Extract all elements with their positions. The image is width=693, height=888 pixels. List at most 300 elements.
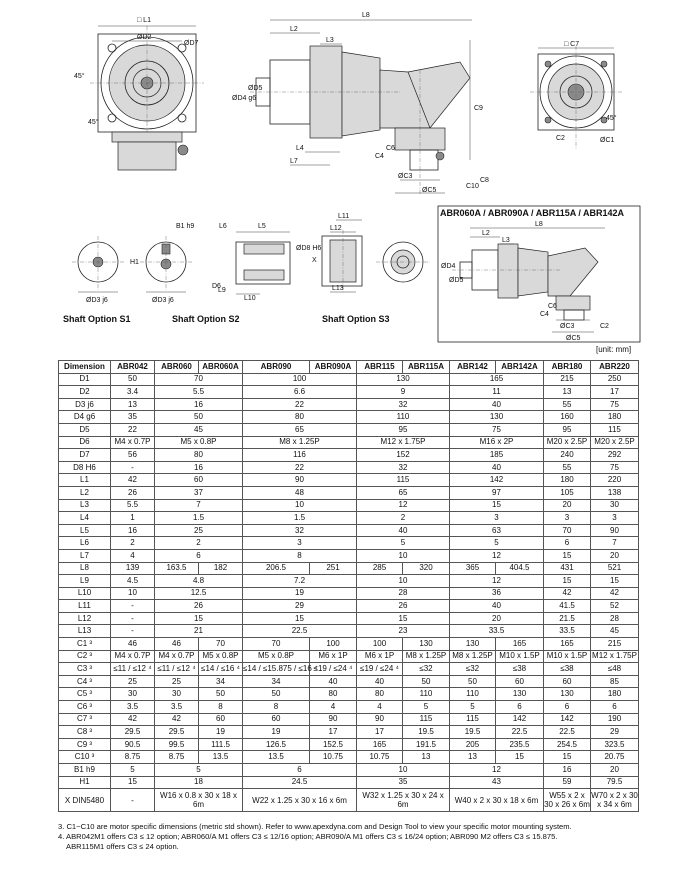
table-cell: 7	[155, 499, 243, 512]
table-cell: 3	[450, 512, 544, 525]
table-cell: ≤48	[591, 663, 639, 676]
table-cell: ≤32	[403, 663, 450, 676]
table-cell: 40	[357, 524, 450, 537]
caption-s2: Shaft Option S2	[172, 314, 240, 324]
table-cell: 13.5	[199, 751, 243, 764]
side-view	[232, 12, 489, 195]
table-cell: 100	[243, 373, 357, 386]
dimension-label: C5 ³	[59, 688, 111, 701]
table-cell: 40	[450, 600, 544, 613]
table-cell: 180	[591, 411, 639, 424]
table-cell: 15	[243, 612, 357, 625]
table-cell: 19.5	[450, 726, 496, 739]
table-cell: 29.5	[111, 726, 155, 739]
table-cell: 185	[450, 449, 544, 462]
table-cell: 28	[357, 587, 450, 600]
table-row	[59, 638, 639, 651]
table-cell: 163.5	[155, 562, 199, 575]
table-cell: M20 x 2.5P	[544, 436, 591, 449]
table-cell: 35	[357, 776, 450, 789]
drawing-label: L13	[332, 285, 344, 292]
table-cell: 4	[357, 701, 403, 714]
drawing-label: □ C7	[564, 41, 580, 48]
table-cell: 26	[111, 486, 155, 499]
table-cell: 10	[243, 499, 357, 512]
drawing-label: H1	[130, 259, 139, 266]
table-cell: 79.5	[591, 776, 639, 789]
table-cell: -	[111, 789, 155, 812]
table-cell: -	[111, 625, 155, 638]
dimension-label: C7 ³	[59, 713, 111, 726]
table-cell: 404.5	[496, 562, 544, 575]
table-cell: W70 x 2 x 30 x 34 x 6m	[591, 789, 639, 812]
table-cell: ≤19 / ≤24 ⁴	[310, 663, 357, 676]
table-cell: 10	[111, 587, 155, 600]
table-cell: 43	[450, 776, 544, 789]
table-cell: 191.5	[403, 738, 450, 751]
table-cell: 32	[243, 524, 357, 537]
table-row	[59, 537, 639, 550]
table-cell: 10	[357, 764, 450, 777]
table-cell: 85	[591, 675, 639, 688]
header-model: ABR042	[111, 361, 155, 374]
dimension-label: D5	[59, 423, 111, 436]
table-cell: 6.6	[243, 386, 357, 399]
table-cell: 130	[496, 688, 544, 701]
table-cell: 126.5	[243, 738, 310, 751]
table-cell: 23	[357, 625, 450, 638]
table-cell: 40	[450, 398, 544, 411]
table-cell: 10	[357, 575, 450, 588]
table-cell: 20	[544, 499, 591, 512]
table-cell: 46	[111, 638, 155, 651]
drawing-label: ØD5	[449, 277, 464, 284]
drawing-label: L7	[290, 158, 298, 165]
dimension-table	[58, 360, 639, 812]
table-cell: 1.5	[155, 512, 243, 525]
table-cell: 95	[544, 423, 591, 436]
table-cell: 5	[155, 764, 243, 777]
dimension-label: L7	[59, 549, 111, 562]
drawing-label: ØC1	[600, 137, 615, 144]
table-cell: 50	[450, 675, 496, 688]
table-row	[59, 587, 639, 600]
table-cell: 45	[155, 423, 243, 436]
table-cell: 182	[199, 562, 243, 575]
drawing-label: ØC5	[566, 335, 581, 342]
table-cell: 142	[544, 713, 591, 726]
drawing-label: ØD5	[248, 85, 263, 92]
table-cell: 165	[450, 373, 544, 386]
dimension-label: L13	[59, 625, 111, 638]
shaft-option-s1	[63, 236, 131, 324]
table-cell: 55	[544, 461, 591, 474]
table-cell: 115	[450, 713, 496, 726]
table-row	[59, 449, 639, 462]
table-cell: 12	[357, 499, 450, 512]
drawing-label: 45°	[88, 119, 99, 126]
table-cell: 251	[310, 562, 357, 575]
header-model: ABR060A	[199, 361, 243, 374]
table-cell: 5.5	[111, 499, 155, 512]
table-cell: 138	[591, 486, 639, 499]
drawing-label: C6	[386, 145, 395, 152]
table-cell: M8 x 1.25P	[403, 650, 450, 663]
table-cell: 30	[111, 688, 155, 701]
table-cell: 46	[155, 638, 199, 651]
drawing-label: ØD7	[184, 40, 199, 47]
table-cell: 3.5	[155, 701, 199, 714]
table-cell: 5	[403, 701, 450, 714]
table-cell: 521	[591, 562, 639, 575]
table-cell: 20	[591, 549, 639, 562]
table-cell: 152.5	[310, 738, 357, 751]
table-row	[59, 436, 639, 449]
table-cell: 13	[544, 386, 591, 399]
note-4-continued: ABR115M1 offers C3 ≤ 24 option.	[66, 842, 179, 851]
table-cell: 22	[243, 398, 357, 411]
table-cell: 110	[450, 688, 496, 701]
table-cell: 60	[496, 675, 544, 688]
table-cell: 60	[199, 713, 243, 726]
table-cell: 34	[199, 675, 243, 688]
table-cell: 36	[450, 587, 544, 600]
table-cell: 40	[310, 675, 357, 688]
table-cell: 41.5	[544, 600, 591, 613]
table-row	[59, 461, 639, 474]
table-cell: 26	[155, 600, 243, 613]
table-cell: 5	[450, 701, 496, 714]
table-cell: 90	[243, 474, 357, 487]
table-cell: 235.5	[496, 738, 544, 751]
table-cell: 12.5	[155, 587, 243, 600]
table-cell: 165	[357, 738, 403, 751]
header-model: ABR142	[450, 361, 496, 374]
table-cell: ≤14 / ≤15.875 / ≤16 ⁴	[243, 663, 310, 676]
table-cell: 13	[111, 398, 155, 411]
shaft-option-s3	[296, 213, 430, 324]
table-cell: 15	[544, 549, 591, 562]
table-cell: 50	[111, 373, 155, 386]
table-cell: 10.75	[310, 751, 357, 764]
table-cell: 8	[243, 549, 357, 562]
table-cell: 42	[111, 713, 155, 726]
table-cell: 2	[357, 512, 450, 525]
table-cell: 90.5	[111, 738, 155, 751]
table-cell: 19.5	[403, 726, 450, 739]
table-cell: 70	[155, 373, 243, 386]
table-cell: 9	[357, 386, 450, 399]
table-cell: 37	[155, 486, 243, 499]
table-cell: 3.4	[111, 386, 155, 399]
table-cell: 3	[243, 537, 357, 550]
table-cell: 55	[544, 398, 591, 411]
table-cell: 160	[544, 411, 591, 424]
table-row	[59, 675, 639, 688]
drawing-label: 45°	[606, 115, 617, 122]
table-cell: 254.5	[544, 738, 591, 751]
table-cell: 250	[591, 373, 639, 386]
drawing-label: L12	[330, 225, 342, 232]
table-row	[59, 575, 639, 588]
table-row	[59, 398, 639, 411]
table-cell: 10	[357, 549, 450, 562]
table-cell: 90	[591, 524, 639, 537]
table-cell: M4 x 0.7P	[111, 436, 155, 449]
table-row	[59, 423, 639, 436]
dimension-label: C10 ³	[59, 751, 111, 764]
table-cell: 5	[450, 537, 544, 550]
table-cell: 22	[111, 423, 155, 436]
dimension-label: X DIN5480	[59, 789, 111, 812]
table-cell: 15	[544, 751, 591, 764]
dimension-label: C8 ³	[59, 726, 111, 739]
table-cell: 292	[591, 449, 639, 462]
table-cell: 35	[111, 411, 155, 424]
table-cell: 6	[243, 764, 357, 777]
table-row	[59, 663, 639, 676]
table-cell: 50	[243, 688, 310, 701]
table-cell: 50	[155, 411, 243, 424]
table-cell: ≤19 / ≤24 ⁴	[357, 663, 403, 676]
table-cell: ≤14 / ≤16 ⁴	[199, 663, 243, 676]
table-cell: 90	[310, 713, 357, 726]
table-cell: M5 x 0.8P	[243, 650, 310, 663]
table-cell: M16 x 2P	[450, 436, 544, 449]
table-cell: 21.5	[544, 612, 591, 625]
drawing-label: □ L1	[137, 17, 151, 24]
table-cell: 17	[591, 386, 639, 399]
table-cell: 33.5	[544, 625, 591, 638]
header-model: ABR090	[243, 361, 310, 374]
table-cell: 42	[591, 587, 639, 600]
table-cell: 56	[111, 449, 155, 462]
table-cell: 431	[544, 562, 591, 575]
table-cell: 19	[243, 587, 357, 600]
table-row	[59, 776, 639, 789]
dimension-label: L4	[59, 512, 111, 525]
header-dimension: Dimension	[59, 361, 111, 374]
table-cell: 15	[450, 499, 544, 512]
table-cell: 19	[199, 726, 243, 739]
table-cell: 75	[450, 423, 544, 436]
table-cell: 10.75	[357, 751, 403, 764]
drawing-label: L5	[258, 223, 266, 230]
table-cell: 60	[243, 713, 310, 726]
table-cell: 32	[357, 461, 450, 474]
table-cell: 15	[544, 575, 591, 588]
table-cell: 90	[357, 713, 403, 726]
table-cell: 16	[155, 461, 243, 474]
dimension-label: L10	[59, 587, 111, 600]
table-cell: 12	[450, 575, 544, 588]
table-cell: ≤11 / ≤12 ⁴	[111, 663, 155, 676]
table-cell: 1.5	[243, 512, 357, 525]
drawing-label: X	[312, 257, 317, 264]
dimension-label: C9 ³	[59, 738, 111, 751]
caption-alt-models: ABR060A / ABR090A / ABR115A / ABR142A	[440, 208, 625, 218]
table-cell: 20	[591, 764, 639, 777]
table-cell: 100	[310, 638, 357, 651]
table-cell: 139	[111, 562, 155, 575]
drawing-label: B1 h9	[176, 223, 195, 230]
table-cell: 22.5	[544, 726, 591, 739]
header-model: ABR142A	[496, 361, 544, 374]
drawing-label: C4	[540, 311, 549, 318]
drawing-label: L3	[326, 37, 334, 44]
table-cell: 25	[111, 675, 155, 688]
dimension-label: C1 ³	[59, 638, 111, 651]
drawing-label: L4	[296, 145, 304, 152]
table-cell: 42	[544, 587, 591, 600]
table-cell: 28	[591, 612, 639, 625]
table-cell: ≤38	[496, 663, 544, 676]
table-cell: 75	[591, 461, 639, 474]
table-cell: 240	[544, 449, 591, 462]
table-cell: M8 x 1.25P	[243, 436, 357, 449]
table-cell: 16	[111, 524, 155, 537]
table-cell: 45	[591, 625, 639, 638]
table-cell: 215	[544, 373, 591, 386]
table-cell: 180	[544, 474, 591, 487]
table-cell: 220	[591, 474, 639, 487]
table-cell: M4 x 0.7P	[111, 650, 155, 663]
table-cell: 40	[357, 675, 403, 688]
motor-end-view	[530, 41, 622, 150]
table-cell: M10 x 1.5P	[496, 650, 544, 663]
table-cell: W40 x 2 x 30 x 18 x 6m	[450, 789, 544, 812]
table-cell: 130	[450, 411, 544, 424]
table-cell: 130	[544, 688, 591, 701]
table-cell: ≤11 / ≤12 ⁴	[155, 663, 199, 676]
table-cell: 5	[357, 537, 450, 550]
table-cell: 15	[111, 776, 155, 789]
drawing-label: L2	[482, 230, 490, 237]
table-cell: 8	[199, 701, 243, 714]
table-cell: 8.75	[111, 751, 155, 764]
table-cell: M20 x 2.5P	[591, 436, 639, 449]
drawing-label: L9	[218, 287, 226, 294]
table-cell: 34	[243, 675, 310, 688]
table-cell: 115	[591, 423, 639, 436]
table-cell: 15	[155, 612, 243, 625]
table-cell: 33.5	[450, 625, 544, 638]
table-row	[59, 612, 639, 625]
table-cell: 13.5	[243, 751, 310, 764]
note-4: 4. ABR042M1 offers C3 ≤ 12 option; ABR060/A M1 offers C3 ≤ 12/16 option; ABR090/A M1 offers C3 ≤ 16/24 option; ABR090 M2 offers C3 ≤ 15.875.	[58, 832, 558, 841]
caption-s1: Shaft Option S1	[63, 314, 131, 324]
dimension-label: L9	[59, 575, 111, 588]
table-cell: 24.5	[243, 776, 357, 789]
table-cell: 99.5	[155, 738, 199, 751]
table-cell: ≤32	[450, 663, 496, 676]
table-cell: 142	[450, 474, 544, 487]
table-cell: M6 x 1P	[357, 650, 403, 663]
table-cell: M4 x 0.7P	[155, 650, 199, 663]
drawing-label: L10	[244, 295, 256, 302]
table-cell: 25	[155, 675, 199, 688]
table-cell: 29.5	[155, 726, 199, 739]
table-cell: 30	[591, 499, 639, 512]
dimension-label: D7	[59, 449, 111, 462]
drawing-label: L11	[338, 213, 350, 220]
table-cell: M5 x 0.8P	[155, 436, 243, 449]
table-cell: 42	[155, 713, 199, 726]
table-cell: W32 x 1.25 x 30 x 24 x 6m	[357, 789, 450, 812]
table-cell: 3	[544, 512, 591, 525]
table-cell: 105	[544, 486, 591, 499]
table-row	[59, 373, 639, 386]
dimension-label: D4 g6	[59, 411, 111, 424]
table-cell: 26	[357, 600, 450, 613]
drawing-label: ØD3 j6	[152, 297, 174, 304]
dimension-label: C4 ³	[59, 675, 111, 688]
table-cell: 285	[357, 562, 403, 575]
table-cell: 7	[591, 537, 639, 550]
table-cell: 20.75	[591, 751, 639, 764]
table-cell: 8.75	[155, 751, 199, 764]
table-cell: 63	[450, 524, 544, 537]
table-cell: -	[111, 600, 155, 613]
table-cell: 20	[450, 612, 544, 625]
table-cell: 6	[496, 701, 544, 714]
drawing-label: ØC5	[422, 187, 437, 194]
table-row	[59, 764, 639, 777]
table-cell: 50	[199, 688, 243, 701]
drawing-label: ØD4	[441, 263, 456, 270]
header-model: ABR180	[544, 361, 591, 374]
drawing-label: ØD3 j6	[86, 297, 108, 304]
table-cell: M10 x 1.5P	[544, 650, 591, 663]
table-cell: -	[111, 612, 155, 625]
table-row	[59, 789, 639, 812]
drawing-label: C2	[600, 323, 609, 330]
drawing-label: 45°	[74, 73, 85, 80]
table-cell: 22.5	[496, 726, 544, 739]
dimension-label: L1	[59, 474, 111, 487]
dimension-label: D1	[59, 373, 111, 386]
table-cell: 50	[403, 675, 450, 688]
table-cell: 19	[243, 726, 310, 739]
table-cell: M8 x 1.25P	[450, 650, 496, 663]
dimension-label: L11	[59, 600, 111, 613]
dimension-label: B1 h9	[59, 764, 111, 777]
table-cell: 323.5	[591, 738, 639, 751]
table-row	[59, 386, 639, 399]
table-cell: 80	[155, 449, 243, 462]
table-cell: 42	[111, 474, 155, 487]
table-cell: 80	[357, 688, 403, 701]
table-cell: 80	[310, 688, 357, 701]
footnotes	[58, 822, 683, 852]
table-cell: 40	[450, 461, 544, 474]
drawing-label: ØD8 H6	[296, 245, 322, 252]
table-cell: 130	[403, 638, 450, 651]
table-cell: 11	[450, 386, 544, 399]
table-cell: 16	[155, 398, 243, 411]
drawing-label: C4	[375, 153, 384, 160]
table-cell: 2	[111, 537, 155, 550]
drawing-label: C9	[474, 105, 483, 112]
table-cell: 6	[544, 537, 591, 550]
table-cell: 5	[111, 764, 155, 777]
table-row	[59, 650, 639, 663]
table-cell: 48	[243, 486, 357, 499]
dimension-label: L2	[59, 486, 111, 499]
dimension-label: L3	[59, 499, 111, 512]
unit-label: [unit: mm]	[596, 345, 632, 354]
drawing-label: C6	[548, 303, 557, 310]
